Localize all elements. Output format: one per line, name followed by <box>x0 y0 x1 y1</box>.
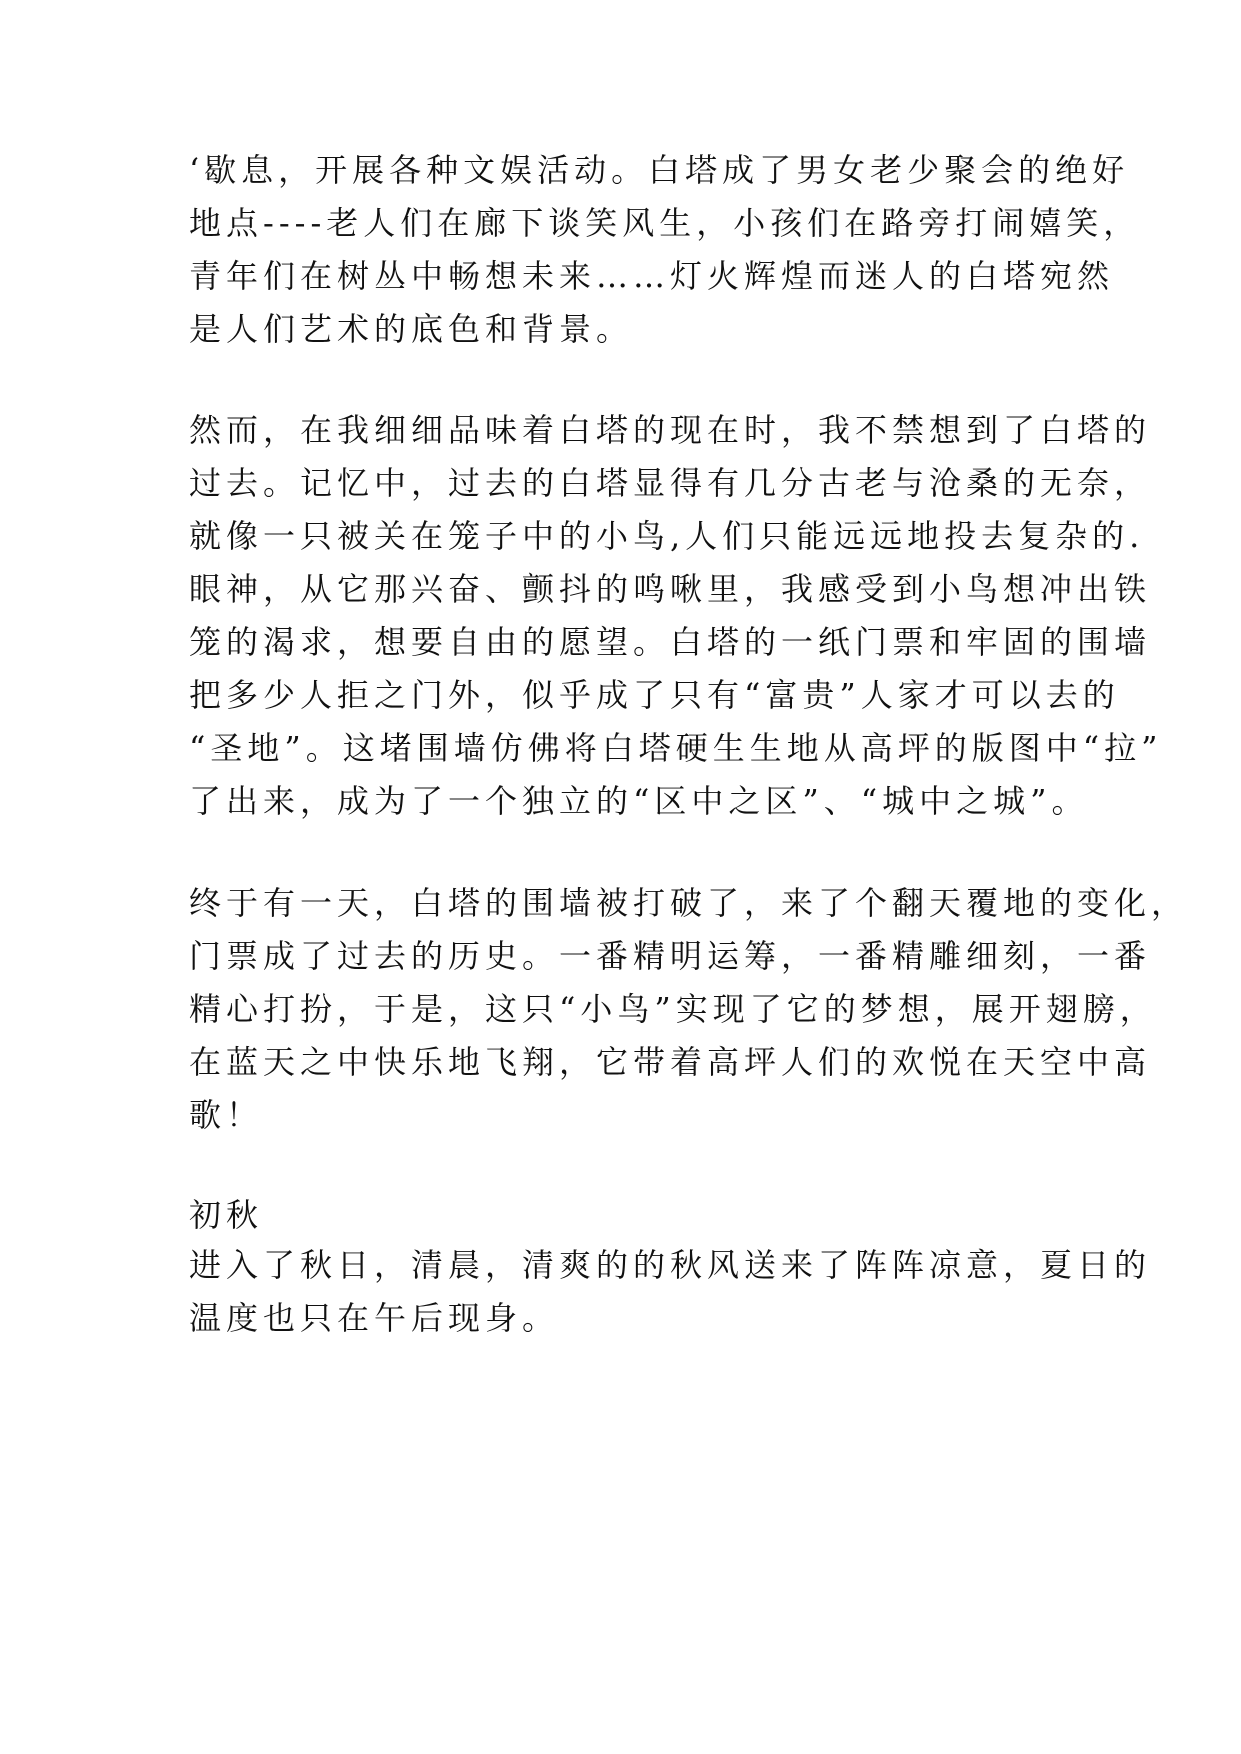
paragraph-line: 笼的渴求，想要自由的愿望。白塔的一纸门票和牢固的围墙 <box>189 623 1152 661</box>
paragraph-line: 门票成了过去的历史。一番精明运筹，一番精雕细刻，一番 <box>189 937 1152 975</box>
paragraph-line: 把多少人拒之门外，似乎成了只有“富贵”人家才可以去的 <box>189 676 1120 714</box>
paragraph-line: 眼神，从它那兴奋、颤抖的鸣啾里，我感受到小鸟想冲出铁 <box>189 570 1152 608</box>
paragraph-line: ‘歇息，开展各种文娱活动。白塔成了男女老少聚会的绝好 <box>189 151 1130 189</box>
paragraph-line: 是人们艺术的底色和背景。 <box>189 310 634 348</box>
paragraph-line: 地点----老人们在廊下谈笑风生，小孩们在路旁打闹嬉笑， <box>189 204 1141 242</box>
paragraph-line: 然而，在我细细品味着白塔的现在时，我不禁想到了白塔的 <box>189 411 1152 449</box>
paragraph-line: “圣地”。这堵围墙仿佛将白塔硬生生地从高坪的版图中“拉” <box>189 729 1163 767</box>
paragraph-line: 就像一只被关在笼子中的小鸟,人们只能远远地投去复杂的. <box>189 517 1145 555</box>
paragraph-line: 精心打扮，于是，这只“小鸟”实现了它的梦想，展开翅膀， <box>189 990 1157 1028</box>
paragraph-line: 终于有一天，白塔的围墙被打破了，来了个翻天覆地的变化， <box>189 884 1189 922</box>
paragraph-line: 温度也只在午后现身。 <box>189 1299 560 1337</box>
section-title: 初秋 <box>189 1196 264 1234</box>
paragraph-line: 了出来，成为了一个独立的“区中之区”、“城中之城”。 <box>189 782 1089 820</box>
paragraph-line: 进入了秋日，清晨，清爽的的秋风送来了阵阵凉意，夏日的 <box>189 1246 1152 1284</box>
paragraph-line: 在蓝天之中快乐地飞翔，它带着高坪人们的欢悦在天空中高 <box>189 1043 1152 1081</box>
paragraph-line: 过去。记忆中，过去的白塔显得有几分古老与沧桑的无奈， <box>189 464 1152 502</box>
paragraph-line: 青年们在树丛中畅想未来……灯火辉煌而迷人的白塔宛然 <box>189 257 1115 295</box>
paragraph-line: 歌！ <box>189 1096 264 1134</box>
